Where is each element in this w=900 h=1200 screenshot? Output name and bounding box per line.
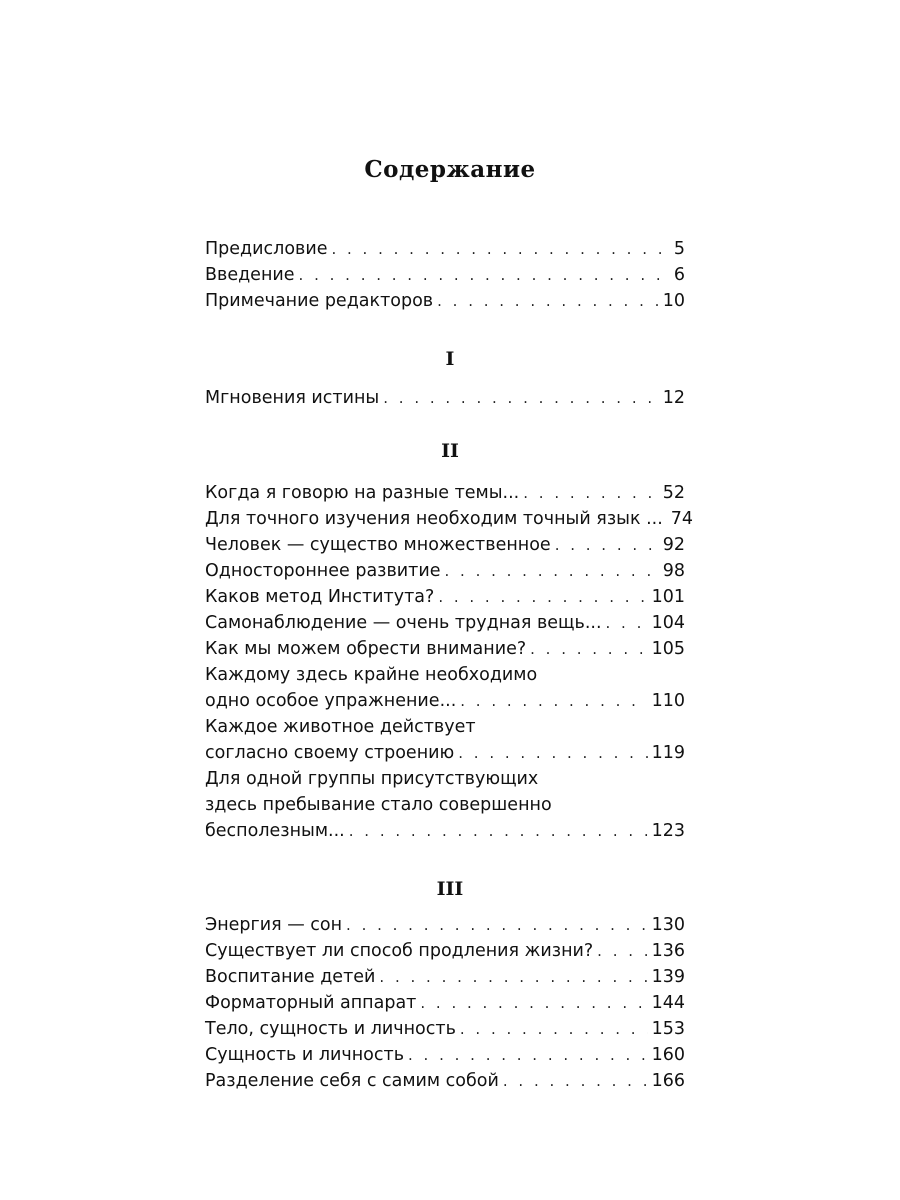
dot-leader: [523, 480, 658, 506]
toc-section-1: [205, 385, 685, 411]
toc-entry-page: 110: [651, 691, 685, 711]
dot-leader: [438, 584, 647, 610]
dot-leader: [503, 1068, 648, 1094]
toc-entry-page: 104: [651, 613, 685, 633]
toc-entry-page: 74: [670, 509, 694, 529]
toc-entry: [205, 532, 685, 558]
toc-entry: [205, 1016, 685, 1042]
toc-entry-page: 139: [651, 967, 685, 987]
toc-entry-title-line: Каждое животное действует: [205, 717, 476, 737]
toc-entry: [205, 385, 685, 411]
dot-leader: [458, 740, 647, 766]
toc-entry-title-line: Для одной группы присутствующих: [205, 769, 539, 789]
dot-leader: [597, 938, 647, 964]
toc-entry-page: 6: [673, 265, 685, 285]
toc-entry-page: 105: [651, 639, 685, 659]
toc-entry-title: Для точного изучения необходим точный язык ...: [205, 509, 663, 529]
dot-leader: [420, 990, 647, 1016]
toc-entry-title: Энергия — сон: [205, 915, 343, 935]
toc-entry-title: Человек — существо множественное: [205, 535, 551, 555]
dot-leader: [555, 532, 659, 558]
dot-leader: [349, 818, 648, 844]
toc-entry-page: 5: [673, 239, 685, 259]
dot-leader: [530, 636, 647, 662]
toc-entry: [205, 1068, 685, 1094]
toc-entry-title: Воспитание детей: [205, 967, 376, 987]
dot-leader: [331, 236, 669, 262]
toc-entry-page: 166: [651, 1071, 685, 1091]
toc-section-2: [205, 480, 694, 844]
dot-leader: [299, 262, 670, 288]
page-title: Содержание: [364, 156, 536, 183]
toc-entry: [205, 990, 685, 1016]
toc-entry-title: Одностороннее развитие: [205, 561, 441, 581]
toc-entry-page: 119: [651, 743, 685, 763]
dot-leader: [408, 1042, 648, 1068]
toc-entry: [205, 262, 685, 288]
toc-entry: [205, 964, 685, 990]
toc-entry-title: Каков метод Института?: [205, 587, 435, 607]
toc-entry-title: одно особое упражнение...: [205, 691, 457, 711]
toc-entry-title: Самонаблюдение — очень трудная вещь...: [205, 613, 602, 633]
toc-entry-page: 160: [651, 1045, 685, 1065]
toc-entry: [205, 938, 685, 964]
dot-leader: [606, 610, 648, 636]
dot-leader: [460, 1016, 648, 1042]
dot-leader: [383, 385, 658, 411]
toc-entry-title: Введение: [205, 265, 295, 285]
toc-entry-page: 10: [662, 291, 685, 311]
toc-entry: [205, 912, 685, 938]
dot-leader: [445, 558, 659, 584]
toc-entry-title-line: Каждому здесь крайне необходимо: [205, 665, 538, 685]
toc-entry-title: Когда я говорю на разные темы...: [205, 483, 520, 503]
toc-entry-title: Примечание редакторов: [205, 291, 434, 311]
toc-entry-title: Тело, сущность и личность: [205, 1019, 456, 1039]
toc-entry-title: Мгновения истины: [205, 388, 380, 408]
toc-entry: [205, 766, 685, 844]
toc-entry: [205, 506, 694, 532]
toc-entry: [205, 288, 685, 314]
toc-entry-page: 52: [662, 483, 685, 503]
dot-leader: [346, 912, 648, 938]
toc-entry: [205, 1042, 685, 1068]
section-heading-3: III: [436, 878, 464, 900]
toc-entry-title: согласно своему строению: [205, 743, 455, 763]
toc-front-matter: [205, 236, 685, 314]
toc-entry-title: Существует ли способ продления жизни?: [205, 941, 594, 961]
toc-entry-title: бесполезным...: [205, 821, 345, 841]
toc-entry-page: 153: [651, 1019, 685, 1039]
section-heading-2: II: [441, 440, 459, 462]
toc-entry-page: 123: [651, 821, 685, 841]
toc-entry-title-line: здесь пребывание стало совершенно: [205, 795, 552, 815]
toc-entry: [205, 558, 685, 584]
dot-leader: [460, 688, 647, 714]
toc-entry-page: 130: [651, 915, 685, 935]
toc-entry-page: 136: [651, 941, 685, 961]
toc-entry: [205, 480, 685, 506]
dot-leader: [379, 964, 647, 990]
toc-entry-title: Форматорный аппарат: [205, 993, 417, 1013]
toc-entry-title: Предисловие: [205, 239, 328, 259]
toc-entry-title: Разделение себя с самим собой: [205, 1071, 499, 1091]
toc-entry-page: 92: [662, 535, 685, 555]
section-heading-1: I: [445, 348, 455, 370]
toc-entry: [205, 662, 685, 714]
dot-leader: [437, 288, 659, 314]
toc-entry-page: 98: [662, 561, 685, 581]
toc-entry: [205, 610, 685, 636]
toc-entry: [205, 636, 685, 662]
toc-entry: [205, 236, 685, 262]
toc-entry-title: Как мы можем обрести внимание?: [205, 639, 527, 659]
toc-section-3: [205, 912, 685, 1094]
toc-entry-page: 101: [651, 587, 685, 607]
toc-entry: [205, 714, 685, 766]
toc-entry-page: 144: [651, 993, 685, 1013]
toc-entry-title: Сущность и личность: [205, 1045, 405, 1065]
toc-entry: [205, 584, 685, 610]
toc-entry-page: 12: [662, 388, 685, 408]
